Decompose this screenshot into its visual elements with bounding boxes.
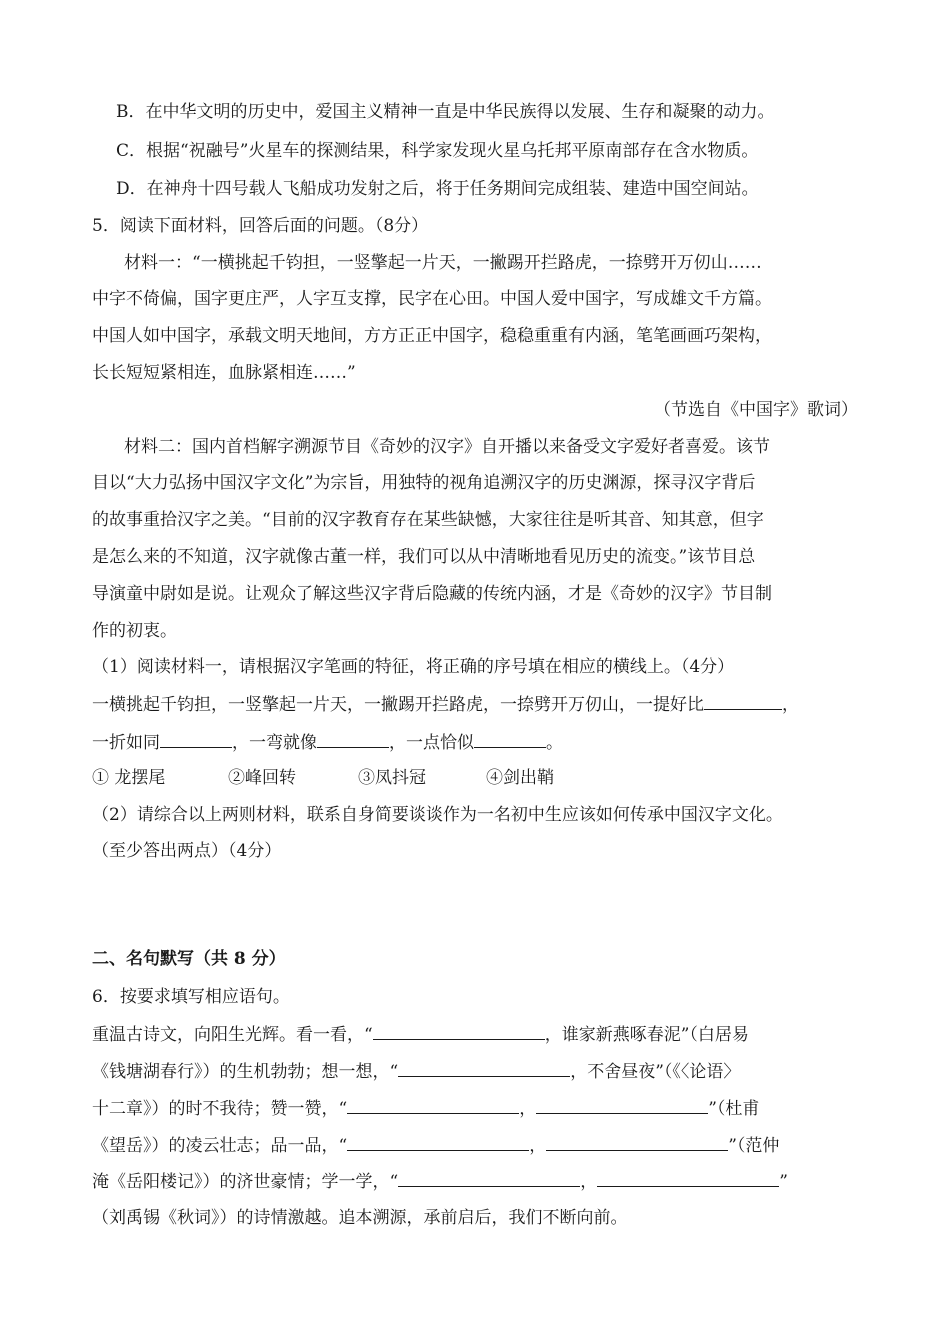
option-3: ③凤抖冠 xyxy=(358,768,426,788)
material1-source: （节选自《中国字》歌词） xyxy=(654,400,858,420)
sub-question-2-prompt-cont: （至少答出两点）（4分） xyxy=(92,841,282,861)
sub-question-1-line1: 一横挑起千钧担，一竖擎起一片天，一撇踢开拦路虎，一捺劈开万仞山，一提好比 ， xyxy=(92,695,799,715)
poem-line: 《钱塘湖春行》）的生机勃勃；想一想，“ ，不舍昼夜”（《〈论语〉 xyxy=(92,1062,741,1082)
material1-line: 中国人如中国字，承载文明天地间，方方正正中国字，稳稳重重有内涵，笔笔画画巧架构， xyxy=(92,326,772,346)
material2-line: 导演童中尉如是说。让观众了解这些汉字背后隐藏的传统内涵，才是《奇妙的汉字》节目制 xyxy=(92,584,772,604)
poem-line-final: （刘禹锡《秋词》）的诗情激越。追本溯源，承前启后，我们不断向前。 xyxy=(92,1208,628,1228)
poem-blank-1[interactable] xyxy=(373,1023,545,1040)
sub-question-1-line2: 一折如同 ，一弯就像 ，一点恰似 。 xyxy=(92,733,563,753)
poem-blank-6[interactable] xyxy=(546,1134,728,1151)
poem-blank-5[interactable] xyxy=(347,1134,529,1151)
answer-blank-zhe[interactable] xyxy=(160,731,232,748)
poem-blank-8[interactable] xyxy=(597,1170,779,1187)
poem-blank-2[interactable] xyxy=(398,1060,570,1077)
material2-line: 材料二：国内首档解字溯源节目《奇妙的汉字》自开播以来备受文字爱好者喜爱。该节 xyxy=(124,437,770,457)
poem-blank-4[interactable] xyxy=(536,1097,708,1114)
answer-blank-wan[interactable] xyxy=(317,731,389,748)
poem-line: 淹《岳阳楼记》）的济世豪情；学一学，“ ， ” xyxy=(92,1172,788,1192)
q6-title: 6．按要求填写相应语句。 xyxy=(92,987,290,1007)
material2-line: 目以“大力弘扬中国汉字文化”为宗旨，用独特的视角追溯汉字的历史渊源，探寻汉字背后 xyxy=(92,473,756,493)
poem-blank-7[interactable] xyxy=(398,1170,580,1187)
material2-line: 的故事重拾汉字之美。“目前的汉字教育存在某些缺憾，大家往往是听其音、知其意，但字 xyxy=(92,510,764,530)
q4-option-c: C．根据“祝融号”火星车的探测结果，科学家发现火星乌托邦平原南部存在含水物质。 xyxy=(116,141,759,161)
q5-title: 5．阅读下面材料，回答后面的问题。（8分） xyxy=(92,216,429,236)
q4-option-b: B．在中华文明的历史中，爱国主义精神一直是中华民族得以发展、生存和凝聚的动力。 xyxy=(116,102,775,122)
section-2-heading: 二、名句默写（共 8 分） xyxy=(92,949,286,969)
material1-line: 长长短短紧相连，血脉紧相连……” xyxy=(92,363,356,383)
material2-line: 是怎么来的不知道，汉字就像古董一样，我们可以从中清晰地看见历史的流变。”该节目总 xyxy=(92,547,756,567)
q4-option-d: D．在神舟十四号载人飞船成功发射之后，将于任务期间完成组装、建造中国空间站。 xyxy=(116,179,759,199)
poem-blank-3[interactable] xyxy=(347,1097,519,1114)
option-4: ④剑出鞘 xyxy=(486,768,554,788)
poem-line: 《望岳》）的凌云壮志；品一品，“ ， ”（范仲 xyxy=(92,1136,780,1156)
option-1: ① 龙摆尾 xyxy=(92,768,166,788)
material2-line: 作的初衷。 xyxy=(92,621,177,641)
sub-question-1-prompt: （1）阅读材料一，请根据汉字笔画的特征，将正确的序号填在相应的横线上。（4分） xyxy=(92,657,735,677)
option-2: ②峰回转 xyxy=(228,768,296,788)
poem-line: 十二章》）的时不我待；赞一赞，“ ， ”（杜甫 xyxy=(92,1099,760,1119)
sub-question-1-options xyxy=(92,767,872,789)
poem-line: 重温古诗文，向阳生光辉。看一看，“ ，谁家新燕啄春泥”（白居易 xyxy=(92,1025,749,1045)
material1-line: 材料一：“一横挑起千钧担，一竖擎起一片天，一撇踢开拦路虎，一捺劈开万仞山…… xyxy=(124,253,762,273)
sub-question-2-prompt: （2）请综合以上两则材料，联系自身简要谈谈作为一名初中生应该如何传承中国汉字文化。 xyxy=(92,805,783,825)
answer-blank-ti[interactable] xyxy=(704,693,782,710)
answer-blank-dian[interactable] xyxy=(474,731,546,748)
material1-line: 中字不倚偏，国字更庄严，人字互支撑，民字在心田。中国人爱中国字，写成雄文千方篇。 xyxy=(92,289,772,309)
